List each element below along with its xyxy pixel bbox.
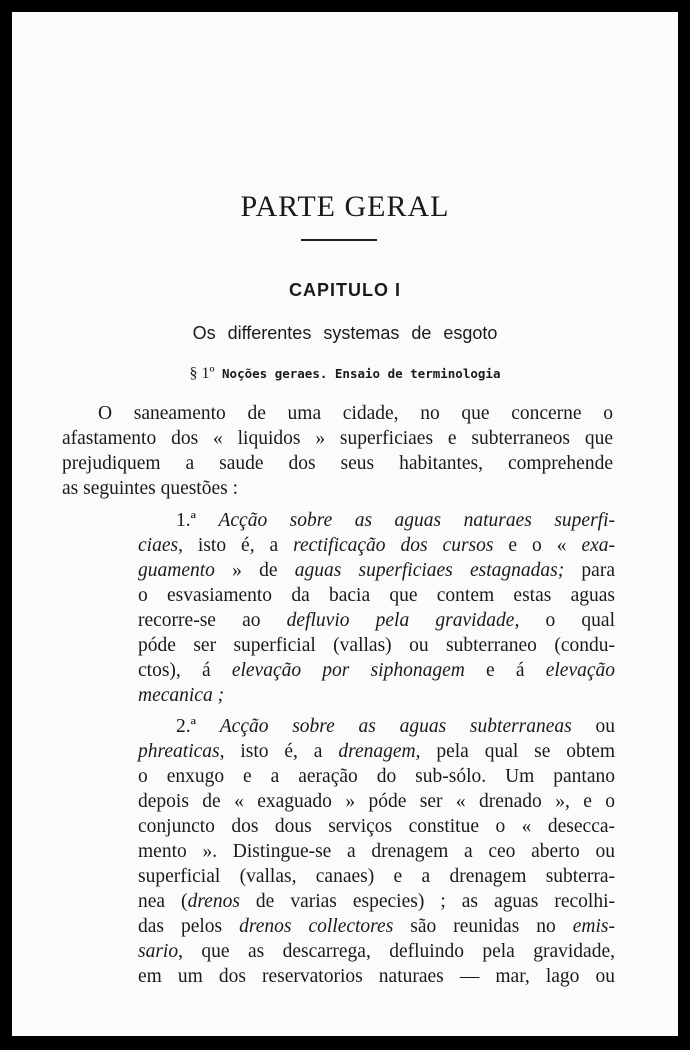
item2-line: sario, que as descarrega, defluindo pela gravidade,: [138, 941, 615, 962]
item1-line: ciaes, isto é, a rectificação dos cursos e o « exa-: [138, 535, 616, 556]
intro-line: afastamento dos « liquidos » superficiaes e subterraneos que: [62, 428, 613, 449]
chapter-heading: CAPITULO I: [289, 280, 401, 300]
item1-number: 1.ª: [176, 510, 197, 531]
part-title: PARTE GERAL: [240, 190, 450, 223]
intro-line: prejudiquem a saude dos seus habitantes, comprehende: [62, 453, 613, 474]
item2-line: phreaticas, isto é, a drenagem, pela qual se obtem: [138, 741, 615, 762]
intro-line: O saneamento de uma cidade, no que concerne o: [98, 403, 613, 424]
item1-line: ctos), á elevação por siphonagem e á elevação: [138, 660, 616, 681]
item2-line: em um dos reservatorios naturaes — mar, lago ou: [138, 966, 615, 987]
section-heading: [12, 365, 678, 383]
item1-line: o esvasiamento da bacia que contem estas aguas: [138, 585, 615, 606]
item2-line: nea (drenos de varias especies) ; as aguas recolhi-: [138, 891, 615, 912]
item1-line: póde ser superficial (vallas) ou subterraneo (condu-: [138, 635, 615, 656]
chapter-subtitle: Os differentes systemas de esgoto: [192, 323, 498, 343]
item1-line: 1.ª Acção sobre as aguas naturaes superfi-: [176, 510, 615, 531]
intro-line: as seguintes questões :: [62, 478, 239, 499]
item1-line: guamento » de aguas superficiaes estagnadas; para: [138, 560, 615, 581]
title-rule: [301, 239, 377, 241]
item2-line: o enxugo e a aeração do sub-sólo. Um pantano: [138, 766, 615, 787]
section-title: Noções geraes. Ensaio de terminologia: [222, 366, 501, 381]
item2-line: 2.ª Acção sobre as aguas subterraneas ou: [176, 716, 616, 737]
item2-line: depois de « exaguado » póde ser « drenado », e o: [138, 791, 615, 812]
item1-line: mecanica ;: [138, 685, 225, 706]
item2-line: mento ». Distingue-se a drenagem a ceo aberto ou: [138, 841, 615, 862]
item2-line: superficial (vallas, canaes) e a drenagem subterra-: [138, 866, 615, 887]
item1-line: recorre-se ao defluvio pela gravidade, o qual: [138, 610, 615, 631]
book-page: [12, 12, 678, 1036]
item2-line: das pelos drenos collectores são reunidas no emis-: [138, 916, 616, 937]
section-symbol: § 1º: [189, 365, 215, 382]
item2-number: 2.ª: [176, 716, 197, 737]
item2-line: conjuncto dos dous serviços constitue o « desecca-: [138, 816, 615, 837]
